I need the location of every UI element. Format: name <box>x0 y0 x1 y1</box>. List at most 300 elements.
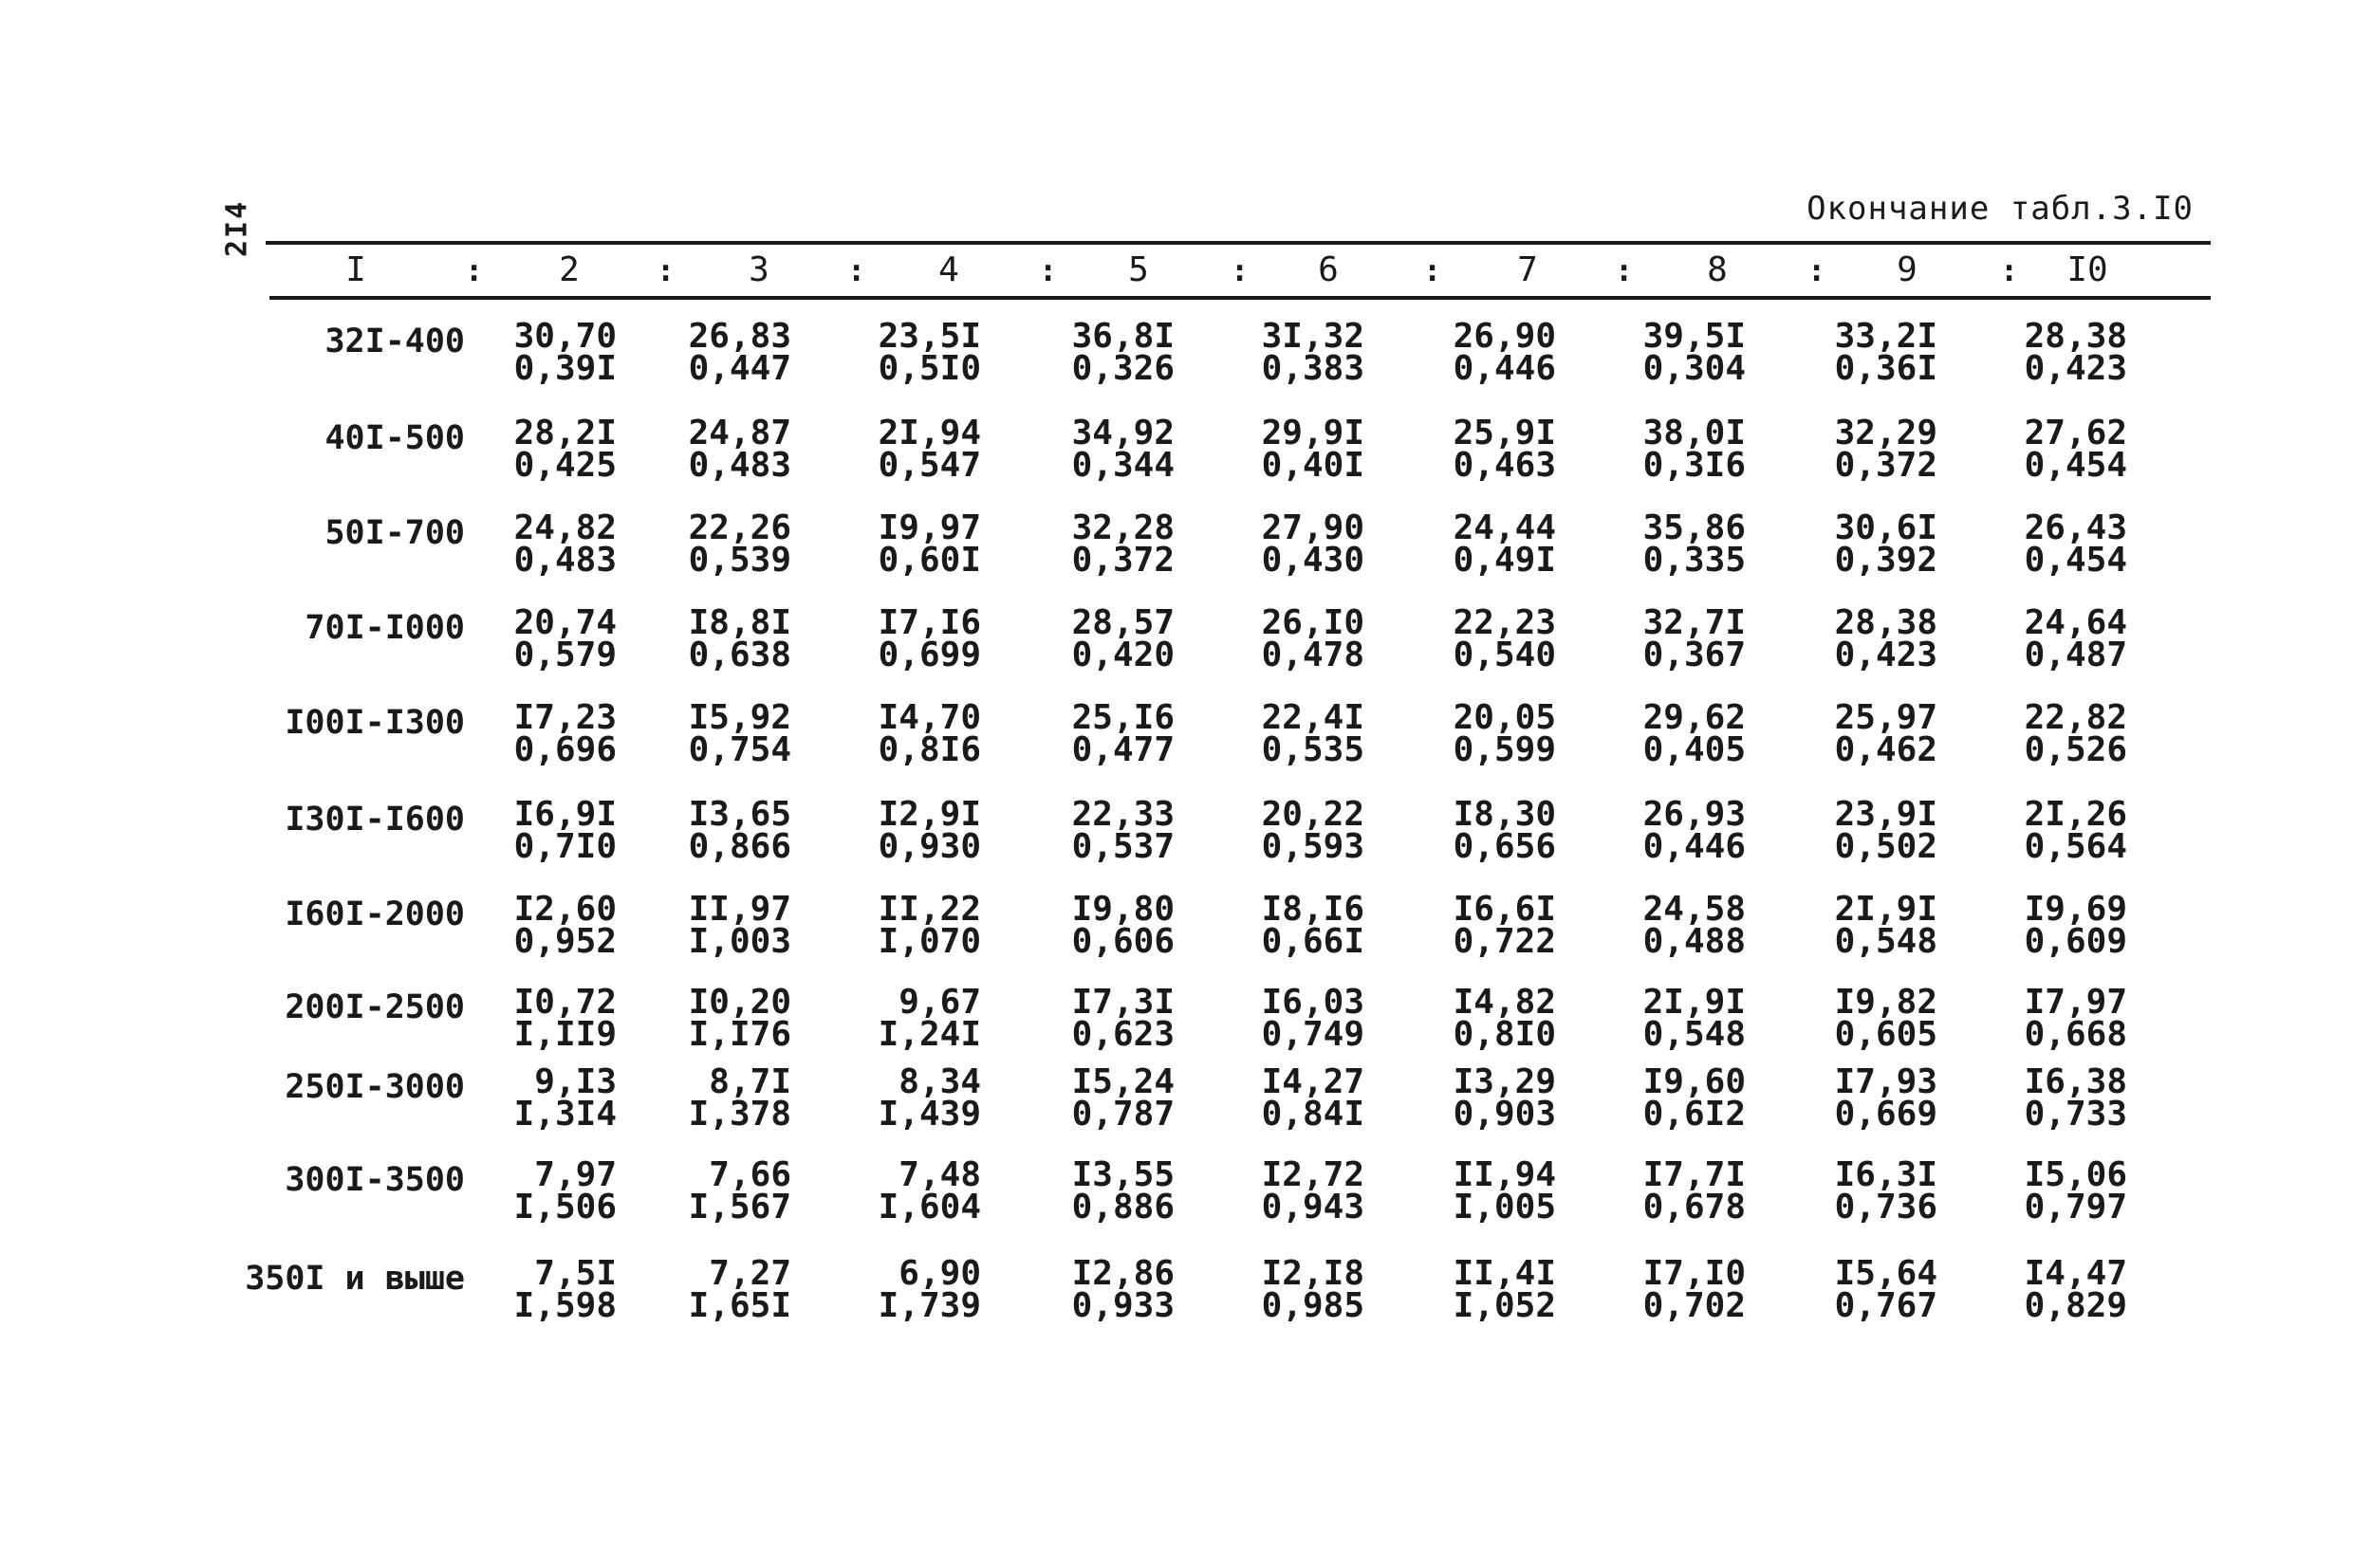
cell-value-top: I5,64 <box>1834 1254 1937 1293</box>
cell-value-bottom: 0,446 <box>1453 349 1556 388</box>
table-row <box>0 414 2353 493</box>
table-cell <box>493 508 617 580</box>
cell-value-top: 7,66 <box>709 1155 791 1194</box>
table-row <box>0 508 2353 588</box>
table-row <box>0 795 2353 875</box>
table-row <box>0 603 2353 683</box>
column-header: 8 <box>1707 250 1728 289</box>
table-cell <box>1814 698 1937 769</box>
cell-value-top: I7,97 <box>2024 983 2127 1022</box>
cell-value-bottom: 0,326 <box>1071 349 1175 388</box>
column-header: 3 <box>749 250 769 289</box>
cell-value-top: I0,72 <box>513 983 617 1022</box>
table-cell <box>1241 890 1364 961</box>
cell-value-top: 2I,9I <box>1834 890 1937 929</box>
cell-value-top: I2,60 <box>513 890 617 929</box>
cell-value-bottom: I,598 <box>513 1286 617 1325</box>
cell-value-bottom: I,003 <box>688 922 791 961</box>
table-cell <box>2004 698 2127 769</box>
cell-value-top: 24,64 <box>2024 603 2127 642</box>
cell-value-bottom: I,24I <box>878 1015 981 1054</box>
table-cell <box>668 1254 791 1325</box>
table-cell <box>1622 1062 1746 1134</box>
cell-value-bottom: 0,8I6 <box>878 730 981 769</box>
column-header: 6 <box>1318 250 1339 289</box>
cell-value-bottom: 0,564 <box>2024 827 2127 866</box>
cell-value-bottom: 0,985 <box>1261 1286 1364 1325</box>
cell-value-top: 26,90 <box>1453 317 1556 356</box>
cell-value-top: 38,0I <box>1642 414 1746 452</box>
table-cell <box>493 1062 617 1134</box>
table-cell <box>858 317 981 388</box>
column-separator: : <box>465 252 484 288</box>
cell-value-top: II,4I <box>1453 1254 1556 1293</box>
table-cell <box>1433 1155 1556 1227</box>
table-cell <box>1433 508 1556 580</box>
table-cell <box>858 1062 981 1134</box>
cell-value-top: 7,27 <box>709 1254 791 1293</box>
table-cell <box>1241 983 1364 1054</box>
cell-value-top: I6,3I <box>1834 1155 1937 1194</box>
cell-value-top: 2I,94 <box>878 414 981 452</box>
cell-value-top: I6,9I <box>513 795 617 834</box>
table-cell <box>493 795 617 866</box>
cell-value-bottom: 0,5I0 <box>878 349 981 388</box>
table-cell <box>1814 983 1937 1054</box>
cell-value-bottom: 0,49I <box>1453 541 1556 580</box>
cell-value-top: 24,87 <box>688 414 791 452</box>
cell-value-top: 22,26 <box>688 508 791 547</box>
cell-value-bottom: 0,3I6 <box>1642 446 1746 485</box>
cell-value-bottom: I,567 <box>688 1188 791 1227</box>
table-cell <box>1051 1254 1175 1325</box>
table-cell <box>493 1155 617 1227</box>
table-cell <box>858 508 981 580</box>
table-cell <box>668 1155 791 1227</box>
cell-value-bottom: 0,405 <box>1642 730 1746 769</box>
cell-value-top: I2,9I <box>878 795 981 834</box>
table-row <box>0 983 2353 1062</box>
cell-value-bottom: 0,699 <box>878 636 981 674</box>
cell-value-bottom: 0,420 <box>1071 636 1175 674</box>
row-label: I60I-2000 <box>285 895 465 933</box>
cell-value-bottom: 0,696 <box>513 730 617 769</box>
table-cell <box>668 1062 791 1134</box>
cell-value-top: 24,82 <box>513 508 617 547</box>
cell-value-bottom: 0,526 <box>2024 730 2127 769</box>
cell-value-bottom: 0,606 <box>1071 922 1175 961</box>
table-cell <box>1622 1155 1746 1227</box>
cell-value-bottom: I,I76 <box>688 1015 791 1054</box>
table-cell <box>2004 508 2127 580</box>
table-cell <box>1051 1062 1175 1134</box>
cell-value-bottom: I,378 <box>688 1095 791 1134</box>
cell-value-top: 25,97 <box>1834 698 1937 737</box>
cell-value-top: I7,93 <box>1834 1062 1937 1101</box>
cell-value-top: 2I,9I <box>1642 983 1746 1022</box>
cell-value-bottom: 0,454 <box>2024 541 2127 580</box>
cell-value-bottom: 0,678 <box>1642 1188 1746 1227</box>
table-cell <box>1241 795 1364 866</box>
cell-value-top: 34,92 <box>1071 414 1175 452</box>
cell-value-bottom: 0,702 <box>1642 1286 1746 1325</box>
cell-value-top: I7,3I <box>1071 983 1175 1022</box>
cell-value-top: 24,58 <box>1642 890 1746 929</box>
table-cell <box>1051 890 1175 961</box>
cell-value-bottom: 0,423 <box>1834 636 1937 674</box>
row-label: 300I-3500 <box>285 1161 465 1199</box>
table-cell <box>1814 795 1937 866</box>
cell-value-bottom: I,739 <box>878 1286 981 1325</box>
cell-value-bottom: 0,952 <box>513 922 617 961</box>
table-cell <box>1051 795 1175 866</box>
cell-value-bottom: 0,787 <box>1071 1095 1175 1134</box>
table-cell <box>1622 890 1746 961</box>
column-separator: : <box>1039 252 1058 288</box>
cell-value-top: 23,5I <box>878 317 981 356</box>
cell-value-top: 22,33 <box>1071 795 1175 834</box>
cell-value-top: I4,27 <box>1261 1062 1364 1101</box>
cell-value-top: 9,67 <box>899 983 981 1022</box>
cell-value-bottom: 0,539 <box>688 541 791 580</box>
table-cell <box>1814 1254 1937 1325</box>
cell-value-top: I3,55 <box>1071 1155 1175 1194</box>
header-rule-top <box>266 241 2211 245</box>
cell-value-top: 28,2I <box>513 414 617 452</box>
header-rule-bottom <box>269 296 2211 300</box>
table-cell <box>1433 890 1556 961</box>
column-header: 5 <box>1128 250 1149 289</box>
cell-value-bottom: 0,535 <box>1261 730 1364 769</box>
cell-value-top: I4,47 <box>2024 1254 2127 1293</box>
cell-value-bottom: 0,669 <box>1834 1095 1937 1134</box>
row-label: I30I-I600 <box>285 801 465 839</box>
cell-value-top: I7,I0 <box>1642 1254 1746 1293</box>
table-cell <box>1051 603 1175 674</box>
table-row <box>0 1254 2353 1334</box>
cell-value-bottom: 0,548 <box>1642 1015 1746 1054</box>
column-header: 4 <box>938 250 959 289</box>
cell-value-top: 30,6I <box>1834 508 1937 547</box>
table-cell <box>2004 1155 2127 1227</box>
cell-value-top: I6,6I <box>1453 890 1556 929</box>
table-cell <box>1622 698 1746 769</box>
page-number: 2I4 <box>220 199 254 258</box>
table-cell <box>493 603 617 674</box>
table-cell <box>493 890 617 961</box>
cell-value-top: I9,97 <box>878 508 981 547</box>
cell-value-top: 30,70 <box>513 317 617 356</box>
cell-value-top: I9,69 <box>2024 890 2127 929</box>
cell-value-bottom: 0,39I <box>513 349 617 388</box>
cell-value-top: 36,8I <box>1071 317 1175 356</box>
cell-value-bottom: 0,487 <box>2024 636 2127 674</box>
table-cell <box>1433 1254 1556 1325</box>
cell-value-top: 6,90 <box>899 1254 981 1293</box>
cell-value-bottom: 0,6I2 <box>1642 1095 1746 1134</box>
table-cell <box>2004 890 2127 961</box>
table-cell <box>493 1254 617 1325</box>
cell-value-top: 28,38 <box>2024 317 2127 356</box>
cell-value-bottom: 0,60I <box>878 541 981 580</box>
table-cell <box>1622 795 1746 866</box>
table-cell <box>1241 603 1364 674</box>
cell-value-bottom: 0,733 <box>2024 1095 2127 1134</box>
cell-value-top: I9,80 <box>1071 890 1175 929</box>
cell-value-top: 7,48 <box>899 1155 981 1194</box>
cell-value-bottom: 0,605 <box>1834 1015 1937 1054</box>
cell-value-top: I5,24 <box>1071 1062 1175 1101</box>
cell-value-top: I9,60 <box>1642 1062 1746 1101</box>
table-cell <box>858 890 981 961</box>
cell-value-bottom: 0,372 <box>1834 446 1937 485</box>
column-header: 2 <box>559 250 580 289</box>
cell-value-top: 22,82 <box>2024 698 2127 737</box>
table-cell <box>2004 603 2127 674</box>
table-cell <box>1051 1155 1175 1227</box>
cell-value-top: 9,I3 <box>534 1062 617 1101</box>
cell-value-bottom: 0,367 <box>1642 636 1746 674</box>
row-label: I00I-I300 <box>285 704 465 742</box>
column-header: I <box>345 250 366 289</box>
cell-value-top: 29,62 <box>1642 698 1746 737</box>
cell-value-top: 26,43 <box>2024 508 2127 547</box>
table-cell <box>1433 603 1556 674</box>
table-cell <box>2004 317 2127 388</box>
cell-value-bottom: 0,599 <box>1453 730 1556 769</box>
cell-value-bottom: 0,502 <box>1834 827 1937 866</box>
cell-value-top: 27,90 <box>1261 508 1364 547</box>
table-cell <box>1622 983 1746 1054</box>
column-separator: : <box>1423 252 1442 288</box>
table-cell <box>1241 1254 1364 1325</box>
table-cell <box>1241 508 1364 580</box>
cell-value-top: 24,44 <box>1453 508 1556 547</box>
table-cell <box>1433 983 1556 1054</box>
cell-value-bottom: 0,84I <box>1261 1095 1364 1134</box>
table-cell <box>1814 317 1937 388</box>
column-separator: : <box>1807 252 1826 288</box>
cell-value-bottom: I,65I <box>688 1286 791 1325</box>
table-cell <box>2004 1062 2127 1134</box>
cell-value-bottom: 0,383 <box>1261 349 1364 388</box>
table-cell <box>1433 414 1556 485</box>
cell-value-bottom: I,604 <box>878 1188 981 1227</box>
cell-value-top: I7,23 <box>513 698 617 737</box>
table-cell <box>1622 603 1746 674</box>
table-cell <box>1433 317 1556 388</box>
table-cell <box>668 795 791 866</box>
cell-value-top: 2I,26 <box>2024 795 2127 834</box>
row-label: 50I-700 <box>324 514 465 552</box>
table-cell <box>1051 698 1175 769</box>
cell-value-top: 33,2I <box>1834 317 1937 356</box>
table-cell <box>1241 414 1364 485</box>
cell-value-top: 25,9I <box>1453 414 1556 452</box>
cell-value-top: 27,62 <box>2024 414 2127 452</box>
row-label: 32I-400 <box>324 323 465 360</box>
cell-value-top: I5,06 <box>2024 1155 2127 1194</box>
cell-value-top: 20,74 <box>513 603 617 642</box>
table-cell <box>2004 795 2127 866</box>
row-label: 350I и выше <box>245 1260 465 1298</box>
table-cell <box>858 603 981 674</box>
cell-value-bottom: 0,7I0 <box>513 827 617 866</box>
cell-value-bottom: 0,423 <box>2024 349 2127 388</box>
cell-value-bottom: 0,656 <box>1453 827 1556 866</box>
table-cell <box>2004 414 2127 485</box>
column-header: 7 <box>1517 250 1538 289</box>
column-separator: : <box>1231 252 1250 288</box>
cell-value-top: 32,28 <box>1071 508 1175 547</box>
table-cell <box>493 698 617 769</box>
table-cell <box>493 317 617 388</box>
table-cell <box>858 983 981 1054</box>
row-label: 250I-3000 <box>285 1068 465 1106</box>
cell-value-top: 35,86 <box>1642 508 1746 547</box>
table-cell <box>668 890 791 961</box>
cell-value-bottom: 0,593 <box>1261 827 1364 866</box>
cell-value-top: 8,34 <box>899 1062 981 1101</box>
cell-value-bottom: 0,548 <box>1834 922 1937 961</box>
cell-value-top: 29,9I <box>1261 414 1364 452</box>
cell-value-bottom: 0,943 <box>1261 1188 1364 1227</box>
cell-value-top: I3,65 <box>688 795 791 834</box>
cell-value-top: 25,I6 <box>1071 698 1175 737</box>
row-label: 200I-2500 <box>285 988 465 1026</box>
cell-value-bottom: 0,477 <box>1071 730 1175 769</box>
table-cell <box>668 698 791 769</box>
column-header: 9 <box>1897 250 1918 289</box>
cell-value-bottom: 0,430 <box>1261 541 1364 580</box>
cell-value-top: I0,20 <box>688 983 791 1022</box>
cell-value-bottom: 0,537 <box>1071 827 1175 866</box>
cell-value-top: I8,8I <box>688 603 791 642</box>
cell-value-top: 7,97 <box>534 1155 617 1194</box>
table-cell <box>1814 890 1937 961</box>
cell-value-top: 39,5I <box>1642 317 1746 356</box>
table-cell <box>1051 414 1175 485</box>
cell-value-bottom: 0,722 <box>1453 922 1556 961</box>
cell-value-bottom: 0,638 <box>688 636 791 674</box>
cell-value-bottom: 0,425 <box>513 446 617 485</box>
table-cell <box>2004 1254 2127 1325</box>
cell-value-bottom: 0,754 <box>688 730 791 769</box>
table-cell <box>2004 983 2127 1054</box>
table-cell <box>493 983 617 1054</box>
table-cell <box>858 795 981 866</box>
cell-value-bottom: 0,749 <box>1261 1015 1364 1054</box>
table-caption: Окончание табл.3.I0 <box>1806 190 2194 228</box>
column-separator: : <box>1615 252 1634 288</box>
cell-value-top: 32,29 <box>1834 414 1937 452</box>
cell-value-top: I6,03 <box>1261 983 1364 1022</box>
table-cell <box>668 983 791 1054</box>
cell-value-top: I6,38 <box>2024 1062 2127 1101</box>
cell-value-top: 22,4I <box>1261 698 1364 737</box>
column-separator: : <box>847 252 866 288</box>
table-cell <box>493 414 617 485</box>
cell-value-top: 32,7I <box>1642 603 1746 642</box>
table-cell <box>1814 508 1937 580</box>
cell-value-bottom: I,II9 <box>513 1015 617 1054</box>
cell-value-bottom: 0,36I <box>1834 349 1937 388</box>
cell-value-top: I4,82 <box>1453 983 1556 1022</box>
cell-value-bottom: 0,623 <box>1071 1015 1175 1054</box>
cell-value-top: 23,9I <box>1834 795 1937 834</box>
cell-value-bottom: 0,933 <box>1071 1286 1175 1325</box>
table-cell <box>668 603 791 674</box>
cell-value-bottom: 0,344 <box>1071 446 1175 485</box>
cell-value-bottom: 0,886 <box>1071 1188 1175 1227</box>
cell-value-bottom: 0,454 <box>2024 446 2127 485</box>
cell-value-bottom: I,506 <box>513 1188 617 1227</box>
cell-value-bottom: I,070 <box>878 922 981 961</box>
row-label: 70I-I000 <box>305 609 465 647</box>
table-cell <box>1051 508 1175 580</box>
cell-value-top: I2,72 <box>1261 1155 1364 1194</box>
table-cell <box>858 698 981 769</box>
table-cell <box>1241 1155 1364 1227</box>
cell-value-top: 7,5I <box>534 1254 617 1293</box>
cell-value-bottom: 0,736 <box>1834 1188 1937 1227</box>
table-cell <box>1814 603 1937 674</box>
table-row <box>0 1155 2353 1235</box>
cell-value-bottom: 0,335 <box>1642 541 1746 580</box>
cell-value-bottom: 0,40I <box>1261 446 1364 485</box>
cell-value-bottom: 0,483 <box>513 541 617 580</box>
column-separator: : <box>657 252 676 288</box>
table-cell <box>1622 1254 1746 1325</box>
cell-value-bottom: 0,447 <box>688 349 791 388</box>
cell-value-bottom: I,3I4 <box>513 1095 617 1134</box>
cell-value-top: I7,I6 <box>878 603 981 642</box>
row-label: 40I-500 <box>324 419 465 457</box>
table-cell <box>1241 698 1364 769</box>
table-cell <box>1622 414 1746 485</box>
cell-value-top: I4,70 <box>878 698 981 737</box>
cell-value-bottom: 0,579 <box>513 636 617 674</box>
cell-value-bottom: I,439 <box>878 1095 981 1134</box>
table-cell <box>1814 414 1937 485</box>
cell-value-top: 20,22 <box>1261 795 1364 834</box>
table-row <box>0 698 2353 778</box>
cell-value-bottom: 0,866 <box>688 827 791 866</box>
table-header <box>285 249 2211 292</box>
cell-value-top: I8,I6 <box>1261 890 1364 929</box>
cell-value-bottom: 0,478 <box>1261 636 1364 674</box>
column-separator: : <box>2000 252 2019 288</box>
cell-value-bottom: 0,540 <box>1453 636 1556 674</box>
cell-value-bottom: 0,8I0 <box>1453 1015 1556 1054</box>
cell-value-top: 22,23 <box>1453 603 1556 642</box>
cell-value-top: 26,83 <box>688 317 791 356</box>
cell-value-top: I8,30 <box>1453 795 1556 834</box>
cell-value-bottom: 0,488 <box>1642 922 1746 961</box>
cell-value-bottom: 0,392 <box>1834 541 1937 580</box>
cell-value-bottom: 0,304 <box>1642 349 1746 388</box>
table-cell <box>1814 1062 1937 1134</box>
table-cell <box>1051 317 1175 388</box>
cell-value-top: I2,I8 <box>1261 1254 1364 1293</box>
cell-value-top: 28,57 <box>1071 603 1175 642</box>
table-cell <box>858 1254 981 1325</box>
cell-value-top: II,22 <box>878 890 981 929</box>
cell-value-top: 3I,32 <box>1261 317 1364 356</box>
table-cell <box>1622 508 1746 580</box>
table-row <box>0 317 2353 397</box>
cell-value-bottom: 0,446 <box>1642 827 1746 866</box>
